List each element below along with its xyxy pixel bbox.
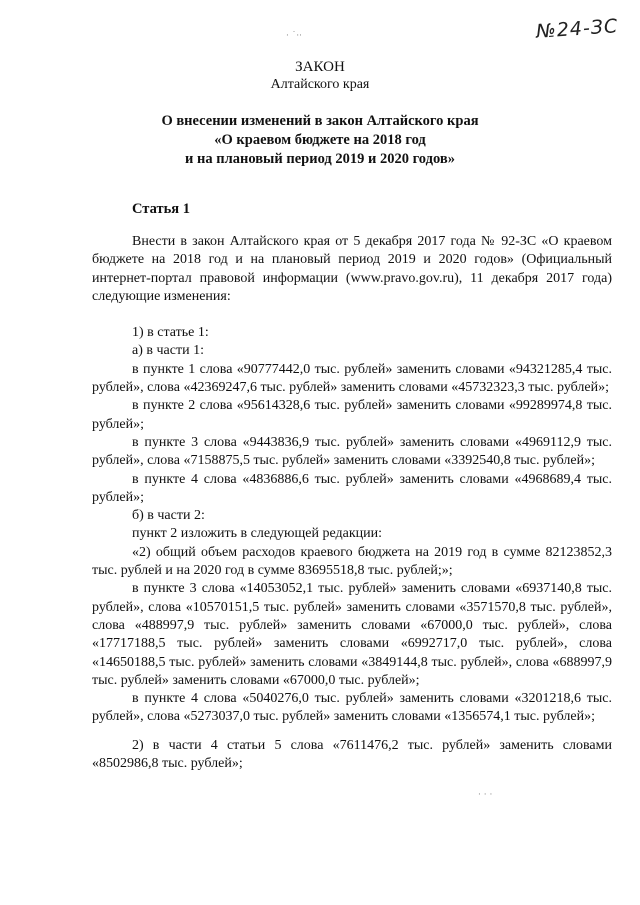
- intro-paragraph: Внести в закон Алтайского края от 5 декабря 2017 года № 92-ЗС «О краевом бюджете на 2018 год и на плановый период 2019 и 2020 годов» (Официальный интернет-портал правовой информации (www.pravo.gov.ru), 11 декабря 2017 года) следующие изменения:: [92, 234, 612, 304]
- list-item: 2) в части 4 статьи 5 слова «7611476,2 тыс. рублей» заменить словами «8502986,8 тыс. рублей»;: [92, 737, 612, 772]
- document-subject: [0, 112, 640, 169]
- list-item: в пункте 1 слова «90777442,0 тыс. рублей» заменить словами «94321285,4 тыс. рублей», слова «42369247,6 тыс. рублей» заменить словами «45732323,3 тыс. рублей»;: [92, 361, 612, 396]
- article-heading: Статья 1: [132, 201, 190, 217]
- scan-speckle: · · ·: [478, 790, 493, 800]
- document-body: [92, 233, 612, 773]
- list-item: а) в части 1:: [132, 343, 204, 359]
- list-item: пункт 2 изложить в следующей редакции:: [132, 526, 382, 542]
- list-item: «2) общий объем расходов краевого бюджета на 2019 год в сумме 82123852,3 тыс. рублей и на 2020 год в сумме 83695518,8 тыс. рублей;»;: [92, 544, 612, 579]
- document-type: ЗАКОН: [295, 59, 345, 75]
- scan-speckle: · ˙··: [286, 31, 302, 41]
- list-item: в пункте 4 слова «4836886,6 тыс. рублей» заменить словами «4968689,4 тыс. рублей»;: [92, 471, 612, 505]
- list-item: 1) в статье 1:: [132, 325, 209, 341]
- handwritten-registration-number: №24-ЗС: [535, 15, 619, 43]
- list-item: в пункте 4 слова «5040276,0 тыс. рублей» заменить словами «3201218,6 тыс. рублей», слова «5273037,0 тыс. рублей» заменить словами «1356574,1 тыс. рублей»;: [92, 691, 612, 725]
- list-item: в пункте 2 слова «95614328,6 тыс. рублей» заменить словами «99289974,8 тыс. рублей»;: [92, 398, 612, 432]
- list-item: в пункте 3 слова «14053052,1 тыс. рублей» заменить словами «6937140,8 тыс. рублей», слова «10570151,5 тыс. рублей» заменить словами «3571570,8 тыс. рублей», слова «488997,9 тыс. рублей» заменить словами «67000,0 тыс. рублей», слова «17717188,5 тыс. рублей» заменить словами «6992717,0 тыс. рублей», слова «14650188,5 тыс. рублей» заменить словами «3849144,8 тыс. рублей», слова «688997,9 тыс. рублей» заменить словами «67000,0 тыс. рублей»;: [92, 581, 612, 688]
- subject-line: О внесении изменений в закон Алтайского края: [161, 113, 479, 129]
- list-item: б) в части 2:: [132, 508, 205, 524]
- subject-line: и на плановый период 2019 и 2020 годов»: [185, 151, 455, 167]
- title-block: [0, 58, 640, 94]
- document-region: Алтайского края: [270, 77, 370, 92]
- subject-line: «О краевом бюджете на 2018 год: [214, 132, 426, 148]
- list-item: в пункте 3 слова «9443836,9 тыс. рублей» заменить словами «4969112,9 тыс. рублей», слова «7158875,5 тыс. рублей» заменить словами «3392540,8 тыс. рублей»;: [92, 434, 612, 469]
